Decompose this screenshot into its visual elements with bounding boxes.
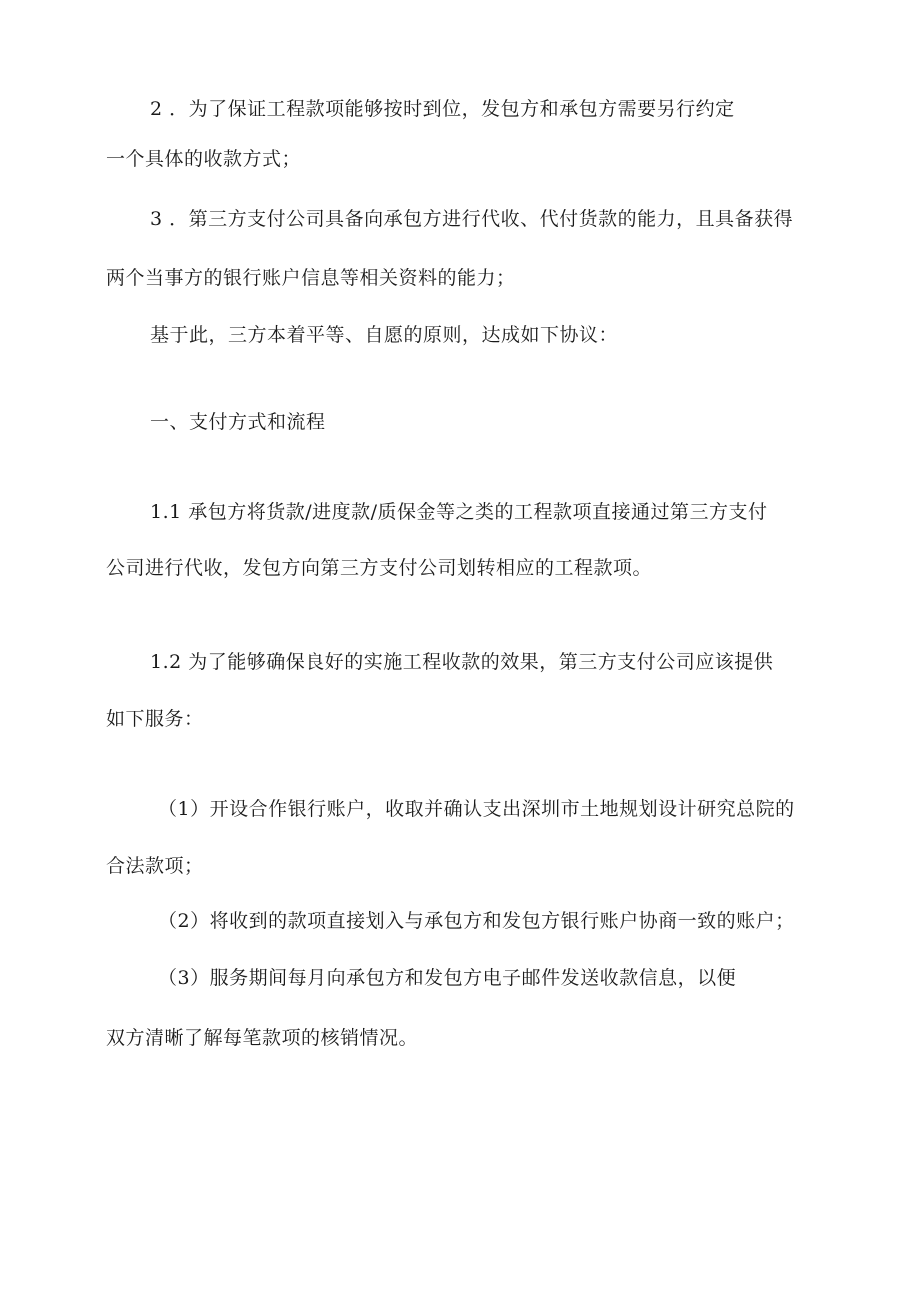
clause-1-2-line-2: 如下服务： xyxy=(106,708,204,730)
item-3-line-1: 3 ．第三方支付公司具备向承包方进行代收、代付货款的能力，且具备获得 xyxy=(150,208,794,230)
item-3-line-2: 两个当事方的银行账户信息等相关资料的能力； xyxy=(106,267,516,289)
service-2: （2）将收到的款项直接划入与承包方和发包方银行账户协商一致的账户； xyxy=(158,910,795,932)
clause-1-1-line-1: 1.1 承包方将货款/进度款/质保金等之类的工程款项直接通过第三方支付 xyxy=(150,501,768,523)
service-1-line-2: 合法款项； xyxy=(106,855,204,877)
service-1-line-1: （1）开设合作银行账户，收取并确认支出深圳市土地规划设计研究总院的 xyxy=(158,798,795,820)
clause-1-2-line-1: 1.2 为了能够确保良好的实施工程收款的效果，第三方支付公司应该提供 xyxy=(150,651,774,673)
agreement-basis: 基于此，三方本着平等、自愿的原则，达成如下协议： xyxy=(150,324,619,346)
service-3-line-1: （3）服务期间每月向承包方和发包方电子邮件发送收款信息，以便 xyxy=(158,967,737,989)
clause-1-1-line-2: 公司进行代收，发包方向第三方支付公司划转相应的工程款项。 xyxy=(106,557,653,579)
item-2-line-2: 一个具体的收款方式； xyxy=(106,148,302,170)
section-1-heading: 一、支付方式和流程 xyxy=(150,411,326,433)
service-3-line-2: 双方清晰了解每笔款项的核销情况。 xyxy=(106,1027,419,1049)
item-2-line-1: 2 ．为了保证工程款项能够按时到位，发包方和承包方需要另行约定 xyxy=(150,98,735,120)
